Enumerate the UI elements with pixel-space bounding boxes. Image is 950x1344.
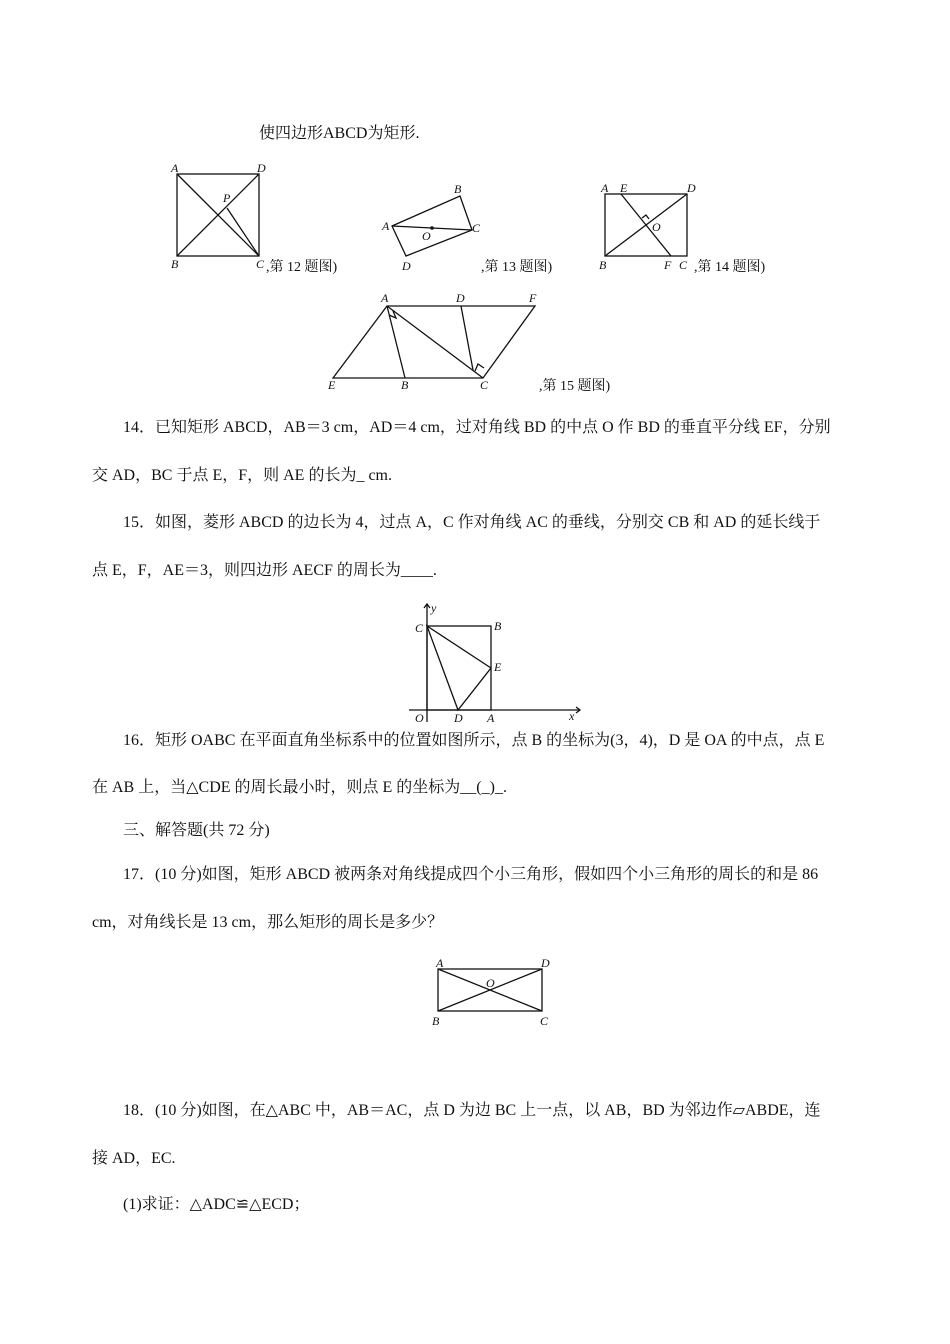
fig17-label-a: A: [436, 956, 444, 970]
q15-line1: 15．如图，菱形 ABCD 的边长为 4，过点 A，C 作对角线 AC 的垂线，分别交 CB 和 AD 的延长线于: [123, 514, 821, 531]
fig14-label-a: A: [601, 181, 609, 195]
fig13-caption: ,第 13 题图): [481, 260, 553, 275]
fig14-caption: ,第 14 题图): [694, 260, 766, 275]
q14-line2: 交 AD，BC 于点 E，F，则 AE 的长为_ cm.: [92, 467, 393, 484]
fig16-label-y: y: [431, 601, 437, 615]
q18-line1: 18．(10 分)如图，在△ABC 中，AB＝AC，点 D 为边 BC 上一点，以 AB，BD 为邻边作▱ABDE，连: [123, 1102, 821, 1119]
fig13-point-o: [430, 226, 434, 230]
fig12-label-p: P: [223, 191, 231, 205]
q16-line2: 在 AB 上，当△CDE 的周长最小时，则点 E 的坐标为__(_)_.: [92, 779, 507, 796]
q15-line2: 点 E，F，AE＝3，则四边形 AECF 的周长为____.: [92, 562, 437, 579]
fig14-segment-ef: [621, 194, 671, 256]
q18-line2: 接 AD，EC.: [92, 1150, 176, 1167]
fig16-label-a: A: [487, 711, 495, 725]
fig15-right-angle-c: [475, 364, 484, 371]
fig17-label-c: C: [540, 1014, 549, 1028]
fig15-label-d: D: [456, 291, 465, 305]
fig13-label-b: B: [454, 182, 462, 196]
figure-14: [595, 178, 700, 275]
fig12-label-b: B: [171, 257, 179, 271]
fig15-label-b: B: [401, 378, 409, 392]
fig13-label-d: D: [402, 259, 411, 273]
fig15-label-a: A: [381, 291, 389, 305]
fig12-caption: ,第 12 题图): [266, 260, 338, 275]
q17-line1: 17．(10 分)如图，矩形 ABCD 被两条对角线提成四个小三角形，假如四个小三角形的周长的和是 86: [123, 866, 819, 883]
fig15-diagonal-ac: [387, 306, 483, 378]
fig16-label-b: B: [494, 619, 502, 633]
fig16-label-c: C: [415, 621, 424, 635]
fig14-label-b: B: [599, 258, 607, 272]
fig14-right-angle: [642, 215, 649, 219]
fig12-label-c: C: [256, 257, 265, 271]
fig17-label-o: O: [486, 976, 495, 990]
fig14-label-d: D: [687, 181, 696, 195]
fig16-triangle-cde: [427, 626, 491, 710]
figure-17: [428, 955, 558, 1030]
fig12-label-d: D: [257, 161, 266, 175]
fig17-label-d: D: [541, 956, 550, 970]
fig16-label-e: E: [494, 660, 502, 674]
fig14-label-f: F: [664, 258, 672, 272]
figure-13: [380, 180, 485, 275]
fig14-label-o: O: [652, 220, 661, 234]
fig15-label-f: F: [529, 291, 537, 305]
fig15-caption: ,第 15 题图): [539, 379, 611, 394]
fig17-label-b: B: [432, 1014, 440, 1028]
q17-line2: cm，对角线长是 13 cm，那么矩形的周长是多少？: [92, 914, 444, 931]
top-line-text: 使四边形ABCD为矩形.: [259, 125, 420, 142]
fig13-label-c: C: [472, 221, 481, 235]
fig12-label-a: A: [171, 161, 179, 175]
fig15-segment-dc: [461, 306, 473, 370]
fig16-label-o: O: [415, 711, 424, 725]
fig16-rectangle: [427, 626, 491, 710]
fig14-label-c: C: [679, 258, 688, 272]
figure-12: [165, 160, 275, 275]
figure-16: [405, 600, 585, 725]
q14-line1: 14．已知矩形 ABCD，AB＝3 cm，AD＝4 cm，过对角线 BD 的中点 O 作 BD 的垂直平分线 EF，分别: [123, 419, 831, 436]
section-3-heading: 三、解答题(共 72 分): [123, 822, 270, 839]
fig12-segment-pc: [227, 208, 259, 256]
fig16-label-d: D: [454, 711, 463, 725]
q16-line1: 16．矩形 OABC 在平面直角坐标系中的位置如图所示，点 B 的坐标为(3，4)，D 是 OA 的中点，点 E: [123, 732, 825, 749]
fig14-label-e: E: [620, 181, 628, 195]
q18-part1: (1)求证：△ADC≌△ECD；: [123, 1196, 310, 1213]
fig15-label-c: C: [480, 378, 489, 392]
fig13-label-o: O: [422, 229, 431, 243]
fig15-label-e: E: [328, 378, 336, 392]
fig13-label-a: A: [382, 219, 390, 233]
figure-15: [325, 288, 545, 393]
fig16-label-x: x: [569, 709, 575, 723]
